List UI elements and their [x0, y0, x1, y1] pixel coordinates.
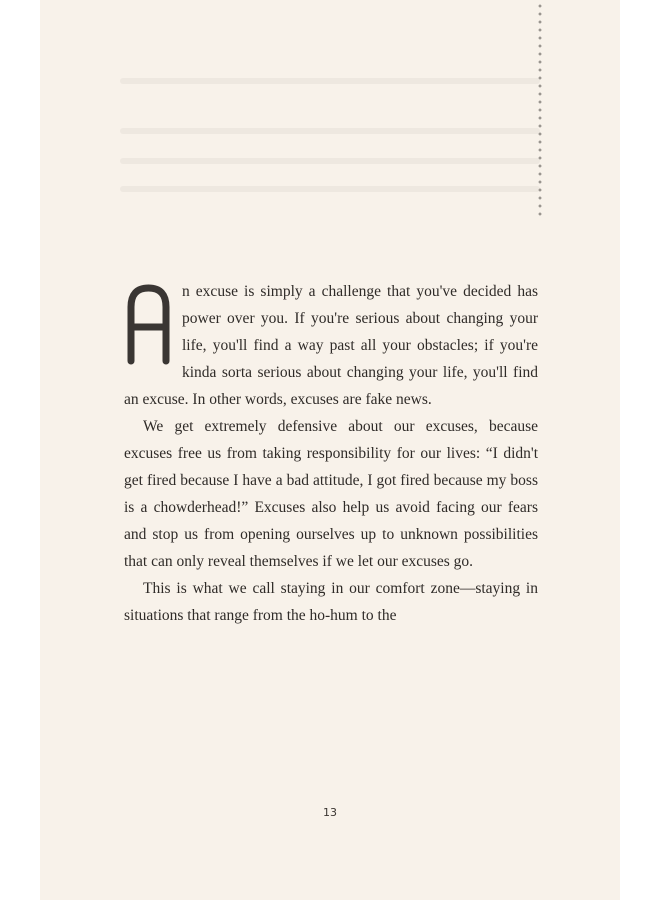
show-through-line — [120, 78, 540, 84]
dropcap-letter — [124, 283, 173, 363]
book-page — [40, 0, 620, 900]
show-through-line — [120, 128, 540, 134]
paragraph-2: We get extremely defensive about our excuses, because excuses free us from taking responsibility for our lives: “I didn't get fired because I have a bad attitude, I got fired because my boss is a chowderhead!” Excuses also help us avoid facing our fears and stop us from opening ourselves up to unknown possibilities that can only reveal themselves if we let our excuses go. — [124, 418, 538, 570]
paragraph-3: This is what we call staying in our comfort zone—staying in situations that range from the ho-hum to the — [124, 580, 538, 624]
show-through-line — [120, 186, 540, 192]
show-through-line — [120, 158, 540, 164]
body-text — [124, 278, 538, 629]
paragraph-1-text: n excuse is simply a challenge that you've decided has power over you. If you're serious about changing your life, you'll find a way past all your obstacles; if you're kinda sorta serious about changing your life, you'll find an excuse. In other words, excuses are fake news. — [124, 283, 538, 408]
paragraph-1 — [124, 278, 538, 413]
page-number: 13 — [323, 806, 337, 819]
